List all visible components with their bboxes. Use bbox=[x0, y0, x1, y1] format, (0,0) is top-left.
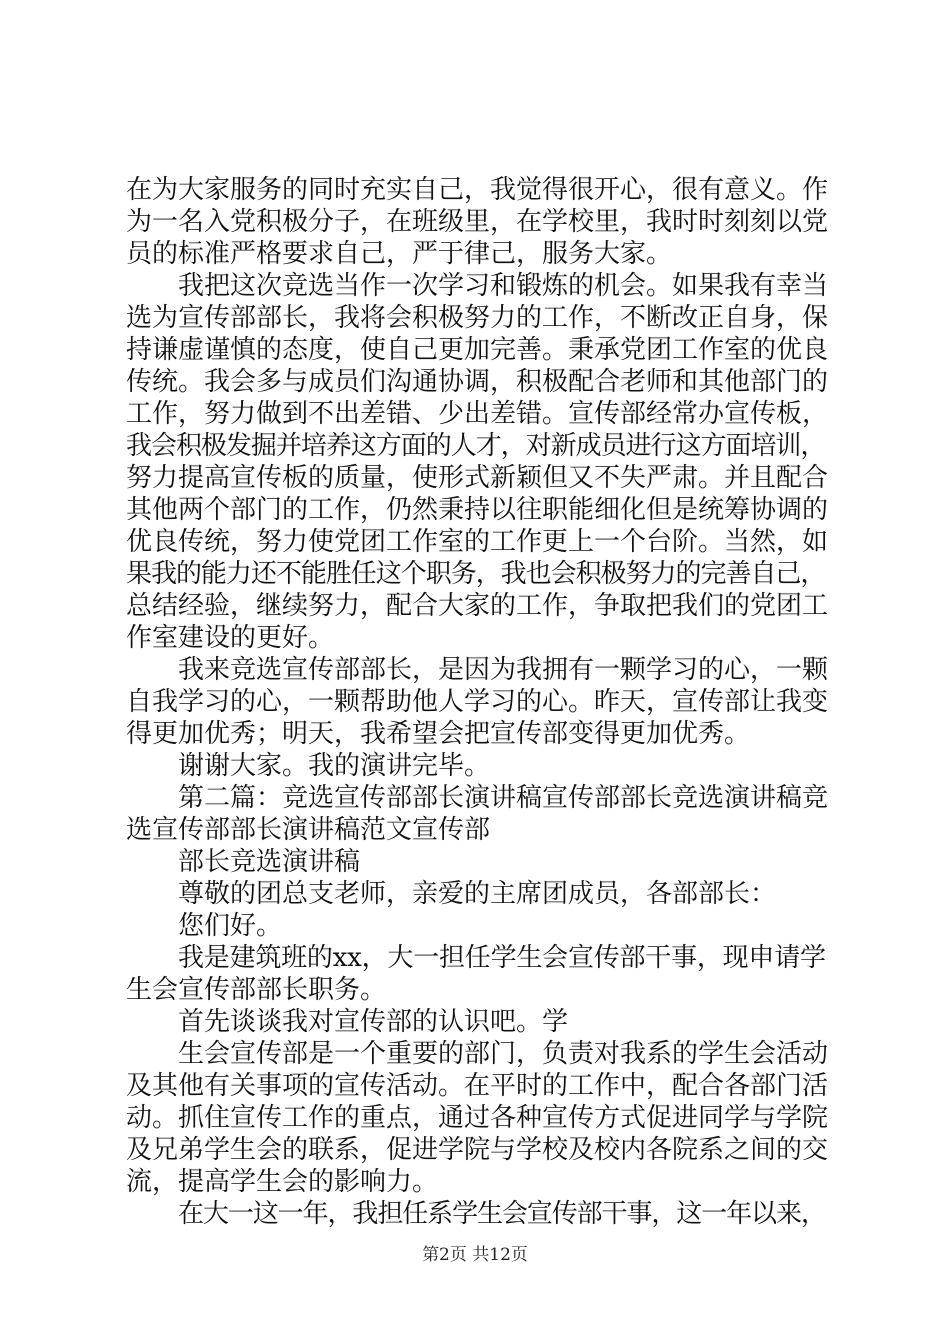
text-line: 其他两个部门的工作，仍然秉持以往职能细化但是统筹协调的 bbox=[126, 495, 829, 525]
text-line: 尊敬的团总支老师，亲爱的主席团成员，各部部长： bbox=[178, 879, 777, 909]
text-line: 总结经验，继续努力，配合大家的工作，争取把我们的党团工 bbox=[126, 591, 829, 621]
text-line: 员的标准严格要求自己，严于律己，服务大家。 bbox=[126, 239, 673, 269]
text-line: 谢谢大家。我的演讲完毕。 bbox=[178, 751, 491, 781]
text-line: 我把这次竞选当作一次学习和锻炼的机会。如果我有幸当 bbox=[178, 271, 829, 301]
page-footer: 第2页 共12页 bbox=[422, 1245, 528, 1265]
text-line: 果我的能力还不能胜任这个职务，我也会积极努力的完善自己， bbox=[126, 559, 826, 589]
text-line: 我是建筑班的xx，大一担任学生会宣传部干事，现申请学 bbox=[178, 943, 826, 973]
text-line: 持谦虚谨慎的态度，使自己更加完善。秉承党团工作室的优良 bbox=[126, 335, 829, 365]
text-line: 作室建设的更好。 bbox=[126, 623, 335, 653]
text-line: 您们好。 bbox=[178, 911, 283, 941]
text-line: 选为宣传部部长，我将会积极努力的工作，不断改正自身，保 bbox=[126, 303, 829, 333]
text-line: 选宣传部部长演讲稿范文宣传部 bbox=[126, 815, 491, 845]
text-line: 及兄弟学生会的联系，促进学院与学校及校内各院系之间的交 bbox=[126, 1135, 829, 1165]
text-line: 在为大家服务的同时充实自己，我觉得很开心，很有意义。作 bbox=[126, 175, 829, 205]
text-line: 在大一这一年，我担任系学生会宣传部干事，这一年以来， bbox=[178, 1199, 826, 1229]
text-line: 生会宣传部部长职务。 bbox=[126, 975, 387, 1005]
text-line: 动。抓住宣传工作的重点，通过各种宣传方式促进同学与学院 bbox=[126, 1103, 829, 1133]
text-line: 自我学习的心，一颗帮助他人学习的心。昨天，宣传部让我变 bbox=[126, 687, 829, 717]
document-body bbox=[126, 174, 831, 1230]
text-line: 我来竞选宣传部部长，是因为我拥有一颗学习的心，一颗 bbox=[178, 655, 829, 685]
text-line: 我会积极发掘并培养这方面的人才，对新成员进行这方面培训， bbox=[126, 431, 826, 461]
text-line: 得更加优秀；明天，我希望会把宣传部变得更加优秀。 bbox=[126, 719, 751, 749]
text-line: 及其他有关事项的宣传活动。在平时的工作中，配合各部门活 bbox=[126, 1071, 829, 1101]
text-line: 为一名入党积极分子，在班级里，在学校里，我时时刻刻以党 bbox=[126, 207, 829, 237]
text-line: 工作，努力做到不出差错、少出差错。宣传部经常办宣传板， bbox=[126, 399, 829, 429]
text-line: 首先谈谈我对宣传部的认识吧。学 bbox=[178, 1007, 569, 1037]
text-line: 部长竞选演讲稿 bbox=[178, 847, 361, 877]
text-line: 生会宣传部是一个重要的部门，负责对我系的学生会活动 bbox=[178, 1039, 829, 1069]
text-line: 努力提高宣传板的质量，使形式新颖但又不失严肃。并且配合 bbox=[126, 463, 829, 493]
text-line: 第二篇：竞选宣传部部长演讲稿宣传部部长竞选演讲稿竞 bbox=[178, 783, 829, 813]
text-line: 流，提高学生会的影响力。 bbox=[126, 1167, 439, 1197]
text-line: 传统。我会多与成员们沟通协调，积极配合老师和其他部门的 bbox=[126, 367, 829, 397]
text-line: 优良传统，努力使党团工作室的工作更上一个台阶。当然，如 bbox=[126, 527, 829, 557]
